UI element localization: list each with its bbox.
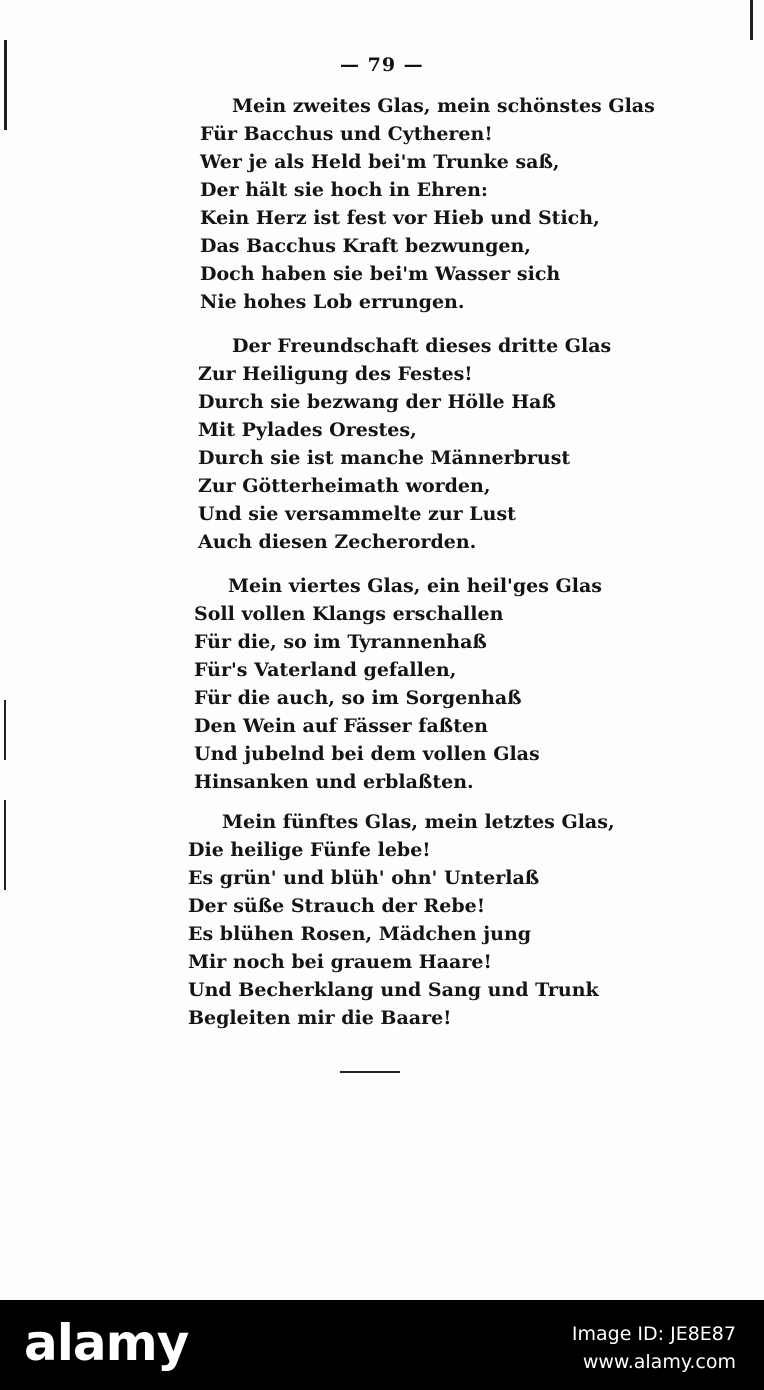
poem-line: Der Freundschaft dieses dritte Glas <box>232 335 612 357</box>
poem-line: Mein fünftes Glas, mein letztes Glas, <box>222 811 615 833</box>
poem-line: Begleiten mir die Baare! <box>188 1007 452 1029</box>
poem-line: Mein zweites Glas, mein schönstes Glas <box>232 95 655 117</box>
poem-line: Kein Herz ist fest vor Hieb und Stich, <box>200 207 600 229</box>
poem-line: Für die, so im Tyrannenhaß <box>194 631 487 653</box>
poem-line: Wer je als Held bei'm Trunke saß, <box>200 151 560 173</box>
stock-watermark-bar <box>0 1300 764 1390</box>
poem-line: Und jubelnd bei dem vollen Glas <box>194 743 540 765</box>
poem-line: Zur Heiligung des Festes! <box>198 363 473 385</box>
poem-line: Der hält sie hoch in Ehren: <box>200 179 488 201</box>
poem-line: Und sie versammelte zur Lust <box>198 503 516 525</box>
poem-line: Die heilige Fünfe lebe! <box>188 839 431 861</box>
poem-line: Hinsanken und erblaßten. <box>194 771 474 793</box>
poem-line: Für die auch, so im Sorgenhaß <box>194 687 522 709</box>
alamy-logo: alamy <box>24 1314 189 1372</box>
poem-line: Nie hohes Lob errungen. <box>200 291 465 313</box>
poem-line: Durch sie ist manche Männerbrust <box>198 447 571 469</box>
binding-mark <box>4 40 7 130</box>
poem-line: Mit Pylades Orestes, <box>198 419 417 441</box>
poem-line: Das Bacchus Kraft bezwungen, <box>200 235 531 257</box>
poem-line: Zur Götterheimath worden, <box>198 475 491 497</box>
site-url: www.alamy.com <box>582 1351 736 1373</box>
image-id: Image ID: JE8E87 <box>571 1323 736 1345</box>
poem-line: Auch diesen Zecherorden. <box>198 531 477 553</box>
binding-mark <box>4 700 6 760</box>
poem-line: Es grün' und blüh' ohn' Unterlaß <box>188 867 540 889</box>
end-rule <box>340 1071 400 1073</box>
image-credit <box>572 1320 736 1376</box>
page-number: — 79 — <box>340 54 424 76</box>
binding-mark <box>4 800 6 890</box>
poem-line: Doch haben sie bei'm Wasser sich <box>200 263 561 285</box>
poem-line: Der süße Strauch der Rebe! <box>188 895 486 917</box>
poem-line: Für's Vaterland gefallen, <box>194 659 457 681</box>
poem-line: Und Becherklang und Sang und Trunk <box>188 979 599 1001</box>
poem-line: Für Bacchus und Cytheren! <box>200 123 493 145</box>
poem-line: Durch sie bezwang der Hölle Haß <box>198 391 556 413</box>
poem-line: Den Wein auf Fässer faßten <box>194 715 488 737</box>
poem-line: Mir noch bei grauem Haare! <box>188 951 492 973</box>
poem-line: Soll vollen Klangs erschallen <box>194 603 504 625</box>
binding-mark <box>750 0 753 40</box>
poem-line: Es blühen Rosen, Mädchen jung <box>188 923 532 945</box>
poem-line: Mein viertes Glas, ein heil'ges Glas <box>228 575 603 597</box>
